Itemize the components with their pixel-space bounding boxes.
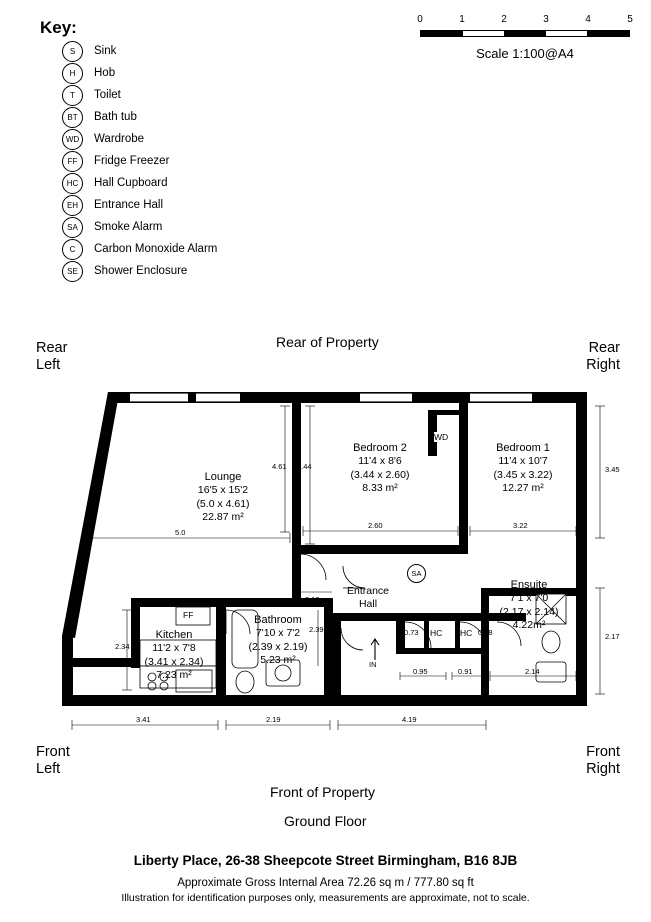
dim-hall-run: 4.19: [402, 715, 417, 724]
fridge-freezer-label: FF: [183, 610, 194, 620]
room-label-bedroom-2: [320, 441, 440, 495]
dim-lounge-height: 4.61: [272, 462, 287, 471]
room-metric: (3.44 x 2.60): [350, 468, 410, 481]
floor-plan-drawing: [0, 370, 651, 770]
room-name: Ensuite: [510, 579, 548, 591]
orientation-rear-left: [36, 340, 67, 373]
list-item: [62, 62, 217, 84]
key-list: [62, 40, 217, 282]
list-item: [62, 238, 217, 260]
scale-caption: Scale 1:100@A4: [476, 46, 574, 61]
room-imperial: 7'10 x 7'2: [255, 627, 301, 640]
room-name: Kitchen: [155, 629, 193, 641]
orientation-front-right-line2: Right: [586, 760, 620, 777]
smoke-alarm-icon: SA: [62, 217, 83, 238]
key-item-label: Hall Cupboard: [94, 177, 168, 189]
dim-cupboard-2-width: 0.91: [458, 667, 473, 676]
dim-cupboard-right: 0.78: [478, 628, 493, 637]
dim-lounge-width: 5.0: [175, 528, 186, 537]
list-item: [62, 260, 217, 282]
room-area: 22.87 m²: [202, 510, 244, 523]
scale-tick: 4: [585, 14, 591, 25]
scale-segment: [504, 31, 546, 36]
room-name: Bedroom 1: [496, 442, 550, 454]
key-item-label: Fridge Freezer: [94, 155, 170, 167]
orientation-front-right-line1: Front: [586, 744, 620, 760]
entrance-hall-line1: Entrance: [346, 585, 390, 597]
key-item-label: Bath tub: [94, 111, 137, 123]
dim-cupboard-left: 0.73: [404, 628, 419, 637]
entrance-hall-line2: Hall: [358, 598, 378, 611]
room-metric: (2.39 x 2.19): [248, 640, 308, 653]
list-item: [62, 150, 217, 172]
scale-segment: [463, 31, 505, 36]
room-imperial: 7'1 x 7'0: [509, 592, 549, 605]
smoke-alarm-icon: SA: [407, 564, 426, 583]
floor-plan: [0, 370, 651, 770]
orientation-front-left-line1: Front: [36, 744, 70, 760]
dim-hall-width: 2.18: [305, 595, 320, 604]
key-item-label: Shower Enclosure: [94, 265, 188, 277]
list-item: [62, 106, 217, 128]
room-imperial: 16'5 x 15'2: [197, 484, 249, 497]
room-label-bedroom-1: [463, 441, 583, 495]
dim-cupboard-1-width: 0.95: [413, 667, 428, 676]
room-name: Bedroom 2: [353, 442, 407, 454]
gross-internal-area: Approximate Gross Internal Area 72.26 sq m / 777.80 sq ft: [177, 877, 474, 889]
dim-bedroom1-height: 3.45: [605, 465, 620, 474]
wardrobe-icon: WD: [62, 129, 83, 150]
list-item: [62, 40, 217, 62]
dim-bedroom1-width: 3.22: [513, 521, 528, 530]
room-name: Bathroom: [254, 614, 302, 626]
hall-cupboard-2-label: HC: [460, 628, 473, 638]
orientation-rear-right-line1: Rear: [588, 340, 620, 356]
key-item-label: Hob: [94, 67, 116, 79]
shower-enclosure-icon: SE: [62, 261, 83, 282]
dim-ensuite-height: 2.17: [605, 632, 620, 641]
room-label-bathroom: [228, 613, 328, 667]
list-item: [62, 128, 217, 150]
room-metric: (5.0 x 4.61): [196, 497, 250, 510]
key-title: Key:: [40, 18, 77, 37]
room-area: 8.33 m²: [362, 481, 398, 494]
dim-bathroom-width: 2.19: [266, 715, 281, 724]
room-area: 4.22m²: [512, 618, 546, 631]
disclaimer: Illustration for identification purposes only, measurements are approximate, not to scale.: [121, 892, 530, 904]
room-area: 7.23 m²: [156, 668, 192, 681]
key-item-label: Wardrobe: [94, 133, 145, 145]
room-area: 5.23 m²: [260, 653, 296, 666]
scale-bar: [417, 14, 640, 61]
wardrobe-label: WD: [434, 432, 449, 442]
dim-kitchen-height: 2.34: [115, 642, 130, 651]
room-metric: (3.45 x 3.22): [493, 468, 553, 481]
room-area: 12.27 m²: [502, 481, 544, 494]
scale-segment: [421, 31, 463, 36]
room-imperial: 11'4 x 10'7: [498, 455, 548, 468]
sink-icon: S: [62, 41, 83, 62]
dim-bedroom2-width: 2.60: [368, 521, 383, 530]
scale-tick-labels: [417, 14, 640, 28]
key-item-label: Entrance Hall: [94, 199, 164, 211]
scale-segment: [587, 31, 629, 36]
entrance-in-label: IN: [369, 660, 377, 669]
scale-tick: 2: [501, 14, 507, 25]
room-label-lounge: [168, 470, 278, 524]
hall-cupboard-1-label: HC: [430, 628, 443, 638]
dim-bedroom2-height: 3.44: [297, 462, 312, 471]
room-imperial: 11'4 x 8'6: [358, 455, 402, 468]
orientation-rear-right-line2: Right: [586, 356, 620, 373]
label-rear-of-property: Rear of Property: [276, 334, 379, 350]
label-ground-floor: Ground Floor: [284, 813, 367, 829]
dim-ensuite-width: 2.14: [525, 667, 540, 676]
toilet-icon: T: [62, 85, 83, 106]
carbon-monoxide-alarm-icon: C: [62, 239, 83, 260]
orientation-rear-left-line2: Left: [36, 356, 61, 373]
key-item-label: Sink: [94, 45, 117, 57]
list-item: [62, 194, 217, 216]
label-front-of-property: Front of Property: [270, 784, 376, 800]
room-imperial: 11'2 x 7'8: [152, 642, 196, 655]
room-metric: (2.17 x 2.14): [499, 605, 559, 618]
scale-tick: 0: [417, 14, 423, 25]
key-item-label: Carbon Monoxide Alarm: [94, 243, 218, 255]
scale-tick: 3: [543, 14, 549, 25]
fridge-freezer-icon: FF: [62, 151, 83, 172]
list-item: [62, 172, 217, 194]
orientation-rear-left-line1: Rear: [36, 340, 68, 356]
scale-bar-graphic: [420, 30, 630, 37]
scale-tick: 5: [627, 14, 633, 25]
key-item-label: Smoke Alarm: [94, 221, 163, 233]
hob-icon: H: [62, 63, 83, 84]
dim-kitchen-width: 3.41: [136, 715, 151, 724]
orientation-rear-right: [580, 340, 620, 373]
room-label-entrance-hall: [334, 585, 402, 612]
room-label-ensuite: [488, 578, 570, 632]
room-metric: (3.41 x 2.34): [144, 655, 204, 668]
key-item-label: Toilet: [94, 89, 121, 101]
list-item: [62, 84, 217, 106]
hall-cupboard-icon: HC: [62, 173, 83, 194]
orientation-front-left-line2: Left: [36, 760, 61, 777]
room-name: Lounge: [204, 471, 242, 483]
entrance-hall-icon: EH: [62, 195, 83, 216]
footer: [0, 853, 651, 904]
scale-tick: 1: [459, 14, 465, 25]
list-item: [62, 216, 217, 238]
property-address: Liberty Place, 26-38 Sheepcote Street Birmingham, B16 8JB: [133, 853, 518, 868]
room-label-kitchen: [128, 628, 220, 682]
dim-bathroom-height: 2.39: [309, 625, 324, 634]
scale-segment: [546, 31, 588, 36]
bath-tub-icon: BT: [62, 107, 83, 128]
